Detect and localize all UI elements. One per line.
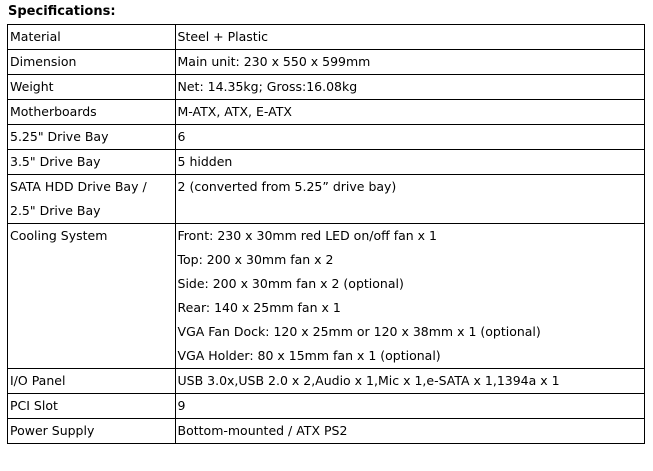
value-line: Top: 200 x 30mm fan x 2 [177,252,334,267]
value-line: Rear: 140 x 25mm fan x 1 [177,300,341,315]
row-value [175,75,644,100]
row-value [175,25,644,50]
value-line: Side: 200 x 30mm fan x 2 (optional) [177,276,404,291]
row-value [175,175,644,224]
value-line: 2 (converted from 5.25” drive bay) [177,179,397,194]
row-label: I/O Panel [8,369,176,394]
value-line: Front: 230 x 30mm red LED on/off fan x 1 [177,228,437,243]
row-value [175,369,644,394]
value-line: USB 3.0x,USB 2.0 x 2,Audio x 1,Mic x 1,e-SATA x 1,1394a x 1 [177,373,560,388]
table-row-weight [8,75,645,100]
table-row-material [8,25,645,50]
row-label: Dimension [8,50,176,75]
row-label: SATA HDD Drive Bay / 2.5" Drive Bay [8,175,176,224]
row-value [175,394,644,419]
row-label: Power Supply [8,419,176,444]
value-line: VGA Holder: 80 x 15mm fan x 1 (optional) [177,348,441,363]
row-value [175,224,644,369]
table-row-pci-slot [8,394,645,419]
row-label: 3.5" Drive Bay [8,150,176,175]
value-line: Steel + Plastic [177,29,269,44]
row-label: PCI Slot [8,394,176,419]
specifications-table [7,24,645,444]
value-line: Bottom-mounted / ATX PS2 [177,423,348,438]
row-label: Motherboards [8,100,176,125]
row-label: Material [8,25,176,50]
specifications-heading: Specifications: [8,4,116,19]
value-line: 9 [177,398,186,413]
value-line: M-ATX, ATX, E-ATX [177,104,292,119]
row-value [175,100,644,125]
table-row-sata-hdd-drive-bay [8,175,645,224]
row-value [175,50,644,75]
row-label: Weight [8,75,176,100]
table-row-power-supply [8,419,645,444]
table-row-35-drive-bay [8,150,645,175]
row-label: 5.25" Drive Bay [8,125,176,150]
table-row-cooling-system [8,224,645,369]
row-value [175,150,644,175]
row-label: Cooling System [8,224,176,369]
value-line: Net: 14.35kg; Gross:16.08kg [177,79,358,94]
row-value [175,419,644,444]
table-row-io-panel [8,369,645,394]
row-value [175,125,644,150]
value-line: 5 hidden [177,154,233,169]
table-row-motherboards [8,100,645,125]
value-line: Main unit: 230 x 550 x 599mm [177,54,371,69]
table-row-525-drive-bay [8,125,645,150]
table-row-dimension [8,50,645,75]
value-line: VGA Fan Dock: 120 x 25mm or 120 x 38mm x 1 (optional) [177,324,541,339]
value-line: 6 [177,129,186,144]
